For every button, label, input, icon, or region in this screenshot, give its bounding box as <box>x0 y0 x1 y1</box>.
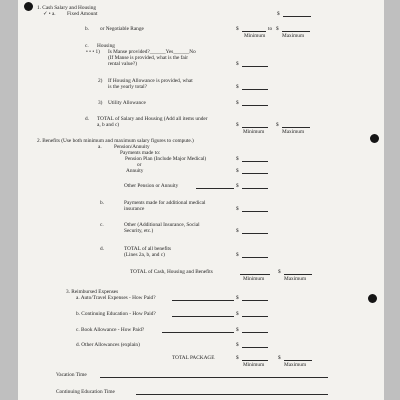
other-allowances-field[interactable] <box>242 347 268 348</box>
utility-allowance-label: Utility Allowance <box>108 100 146 106</box>
section-2-heading: 2. Benefits (Use both minimum and maximum salary figures to compute.) <box>37 138 194 144</box>
manse-question: Is Manse provided?______Yes______No <box>108 49 196 55</box>
section-1-heading: 1. Cash Salary and Housing <box>37 5 96 11</box>
total-salary-label: TOTAL of Salary and Housing (Add all items under <box>97 116 208 122</box>
book-how-field[interactable] <box>162 332 234 333</box>
grand-total-max-field[interactable] <box>284 274 312 275</box>
pension-plan-field[interactable] <box>242 161 268 162</box>
total-salary-max-field[interactable] <box>282 127 310 128</box>
range-maximum-field[interactable] <box>282 31 310 32</box>
punch-hole <box>370 134 379 143</box>
total-package-label: TOTAL PACKAGE <box>172 355 215 361</box>
range-minimum-field[interactable] <box>242 31 266 32</box>
housing-allowance-field[interactable] <box>242 89 268 90</box>
total-package-max-field[interactable] <box>284 360 312 361</box>
annuity-field[interactable] <box>242 173 268 174</box>
other-pension-field[interactable] <box>242 188 268 189</box>
manse-value-field[interactable] <box>242 66 268 67</box>
other-pension-name-field[interactable] <box>196 188 234 189</box>
fixed-amount-label: Fixed Amount <box>67 11 98 17</box>
book-amount-field[interactable] <box>242 332 268 333</box>
other-benefits-field[interactable] <box>242 233 268 234</box>
check-mark: ✓ • a. <box>43 11 56 17</box>
housing-label: Housing <box>97 43 115 49</box>
maximum-label: Maximum <box>282 33 305 39</box>
punch-hole <box>368 294 377 303</box>
medical-insurance-field[interactable] <box>242 211 268 212</box>
vacation-time-label: Vacation Time <box>56 372 87 378</box>
auto-travel-amount-field[interactable] <box>242 300 268 301</box>
utility-allowance-field[interactable] <box>242 105 268 106</box>
pension-label: Pension/Annuity <box>114 144 150 150</box>
cont-ed-time-label: Continuing Education Time <box>56 389 115 395</box>
section-3-heading: 3. Reimbursed Expenses <box>66 289 119 295</box>
dollar-sign: $ <box>277 11 280 17</box>
cont-ed-time-field[interactable] <box>136 394 328 395</box>
minimum-label: Minimum <box>244 33 266 39</box>
grand-total-label: TOTAL of Cash, Housing and Benefits <box>130 269 213 275</box>
auto-travel-how-field[interactable] <box>172 300 234 301</box>
cont-ed-how-field[interactable] <box>172 316 234 317</box>
cont-ed-amount-field[interactable] <box>242 316 268 317</box>
total-package-min-field[interactable] <box>242 360 268 361</box>
fixed-amount-field[interactable] <box>283 16 311 17</box>
total-salary-min-field[interactable] <box>242 127 268 128</box>
vacation-time-field[interactable] <box>100 377 328 378</box>
grand-total-min-field[interactable] <box>240 274 270 275</box>
punch-hole <box>24 2 33 11</box>
total-benefits-label: TOTAL of all benefits <box>124 246 172 252</box>
total-benefits-field[interactable] <box>242 257 268 258</box>
negotiable-range-label: or Negotiable Range <box>100 26 144 32</box>
